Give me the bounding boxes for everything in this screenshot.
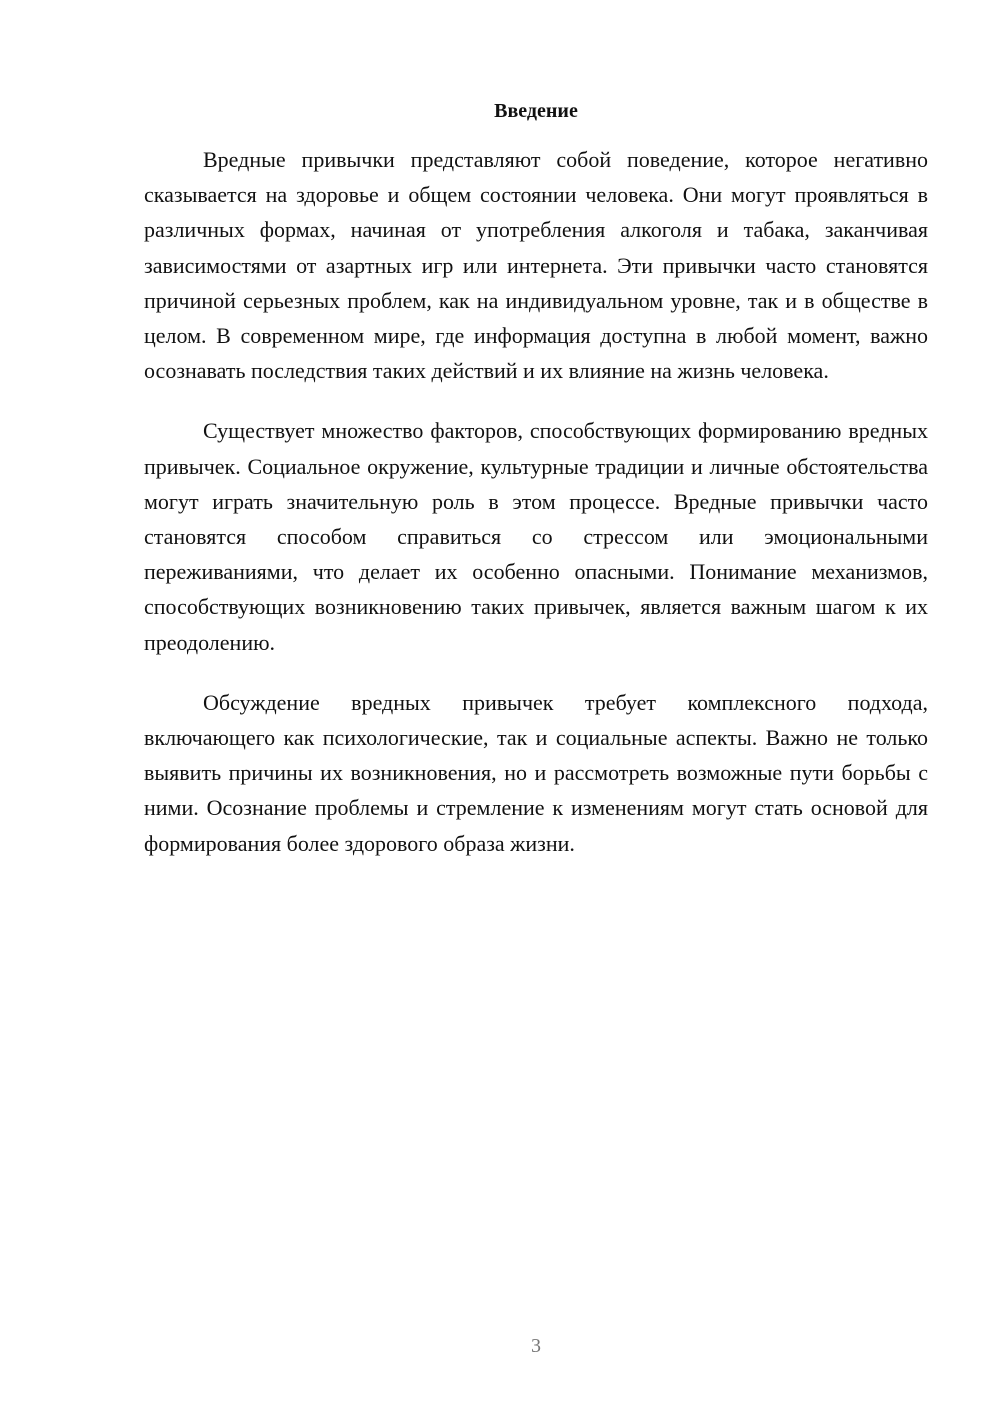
section-heading: Введение [494,100,578,122]
page-number: 3 [531,1335,541,1357]
document-body [144,142,928,886]
paragraph-2: Существует множество факторов, способствующих формированию вредных привычек. Социальное окружение, культурные традиции и личные обстоятельства могут играть значительную роль в этом процессе. Вредные привычки часто становятся способом справиться со стрессом или эмоциональными переживаниями, что делает их особенно опасными. Понимание механизмов, способствующих возникновению таких привычек, является важным шагом к их преодолению. [144,418,928,655]
paragraph-3: Обсуждение вредных привычек требует комплексного подхода, включающего как психологические, так и социальные аспекты. Важно не только выявить причины их возникновения, но и рассмотреть возможные пути борьбы с ними. Осознание проблемы и стремление к изменениям могут стать основой для формирования более здорового образа жизни. [144,689,928,856]
paragraph-1: Вредные привычки представляют собой поведение, которое негативно сказывается на здоровье и общем состоянии человека. Они могут проявляться в различных формах, начиная от употребления алкоголя и табака, заканчивая зависимостями от азартных игр или интернета. Эти привычки часто становятся причиной серьезных проблем, как на индивидуальном уровне, так и в обществе в целом. В современном мире, где информация доступна в любой момент, важно осознавать последствия таких действий и их влияние на жизнь человека. [144,147,928,384]
